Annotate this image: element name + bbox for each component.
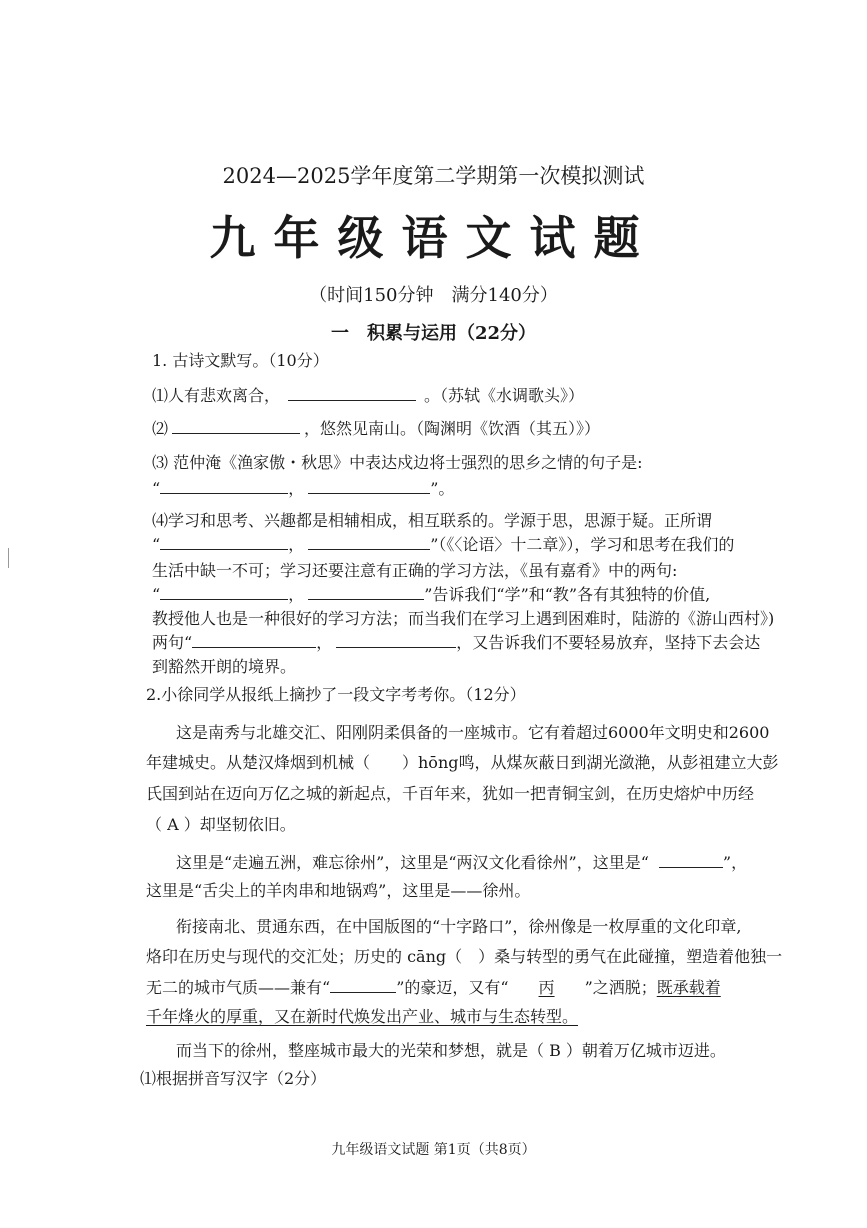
- q2-heading: 2.小徐同学从报纸上摘抄了一段文字考考你。（12分）: [146, 685, 526, 704]
- q1-line-3: ⑶ 范仲淹《渔家傲・秋思》中表达戍边将士强烈的思乡之情的句子是:: [152, 453, 643, 472]
- scan-mark: [8, 548, 13, 568]
- exam-subtitle: 2024—2025学年度第二学期第一次模拟测试: [222, 164, 645, 188]
- section-heading: 一 积累与运用（22分）: [330, 323, 537, 344]
- q1-line-10: [152, 632, 760, 654]
- q1-line-4: [152, 478, 454, 500]
- answer-blank[interactable]: [336, 632, 456, 648]
- q2-text: 这里是“走遍五洲，难忘徐州”，这里是“两汉文化看徐州”，这里是“: [176, 853, 649, 872]
- answer-blank[interactable]: [288, 385, 416, 401]
- q1-text: 两句“: [152, 633, 193, 652]
- q1-text: 。（苏轼《水调歌头》）: [424, 386, 585, 405]
- q1-line-1: [152, 385, 584, 407]
- q2-subquestion-1: ⑴根据拼音写汉字（2分）: [140, 1069, 327, 1088]
- q2-passage-line: 这是南秀与北雄交汇、阳刚阴柔俱备的一座城市。它有着超过6000年文明史和2600: [176, 723, 770, 742]
- q1-text: ，: [316, 633, 333, 652]
- q1-line-7: 生活中缺一不可；学习还要注意有正确的学习方法，《虽有嘉肴》中的两句:: [152, 561, 678, 580]
- q2-passage-line: 而当下的徐州，整座城市最大的光荣和梦想，就是（ B ）朝着万亿城市迈进。: [176, 1041, 726, 1060]
- q2-passage-line: （ A ）却坚韧依旧。: [146, 815, 296, 834]
- q1-line-9: 教授他人也是一种很好的学习方法；而当我们在学习上遇到困难时，陆游的《游山西村》): [152, 609, 775, 628]
- q1-line-2: [152, 418, 600, 440]
- q2-text: ”的豪迈，又有“: [396, 978, 509, 997]
- q1-text: ，又告诉我们不要轻易放弃，坚持下去会达: [456, 633, 761, 652]
- q2-passage-line: 衔接南北、贯通东西，在中国版图的“十字路口”，徐州像是一枚厚重的文化印章,: [176, 917, 742, 936]
- q1-text: ⑵: [152, 419, 169, 438]
- q1-text: ，: [288, 535, 305, 554]
- answer-blank[interactable]: [659, 852, 723, 868]
- underlined-sentence: 既承载着: [656, 978, 721, 997]
- q2-passage-line: 氏国到站在迈向万亿之城的新起点，千百年来，犹如一把青铜宝剑，在历史熔炉中历经: [146, 784, 755, 803]
- q1-line-6: [152, 534, 734, 556]
- exam-time-score: （时间150分钟 满分140分）: [309, 285, 558, 306]
- q2-passage-line: 烙印在历史与现代的交汇处；历史的 cāng（ ）桑与转型的勇气在此碰撞，塑造着他独一: [146, 947, 783, 966]
- q2-text: ”之洒脱；: [584, 978, 657, 997]
- answer-blank[interactable]: [308, 584, 424, 600]
- q1-line-11: 到豁然开朗的境界。: [152, 657, 297, 676]
- answer-blank[interactable]: [172, 418, 300, 434]
- q1-text: ”。: [430, 479, 455, 498]
- q2-text: 无二的城市气质——兼有“: [146, 978, 331, 997]
- answer-blank[interactable]: [160, 534, 288, 550]
- q2-passage-line: 年建城史。从楚汉烽烟到机械（ ）hōng鸣，从煤灰蔽日到湖光潋滟，从彭祖建立大彭: [146, 753, 779, 772]
- q1-text: ，: [288, 585, 305, 604]
- answer-blank[interactable]: [192, 632, 316, 648]
- q1-text: ，: [288, 479, 305, 498]
- q2-passage-line: [176, 852, 747, 874]
- q1-text: ，悠然见南山。（陶渊明《饮酒（其五）》）: [304, 419, 601, 438]
- q1-text: ”（《〈论语〉十二章》），学习和思考在我们的: [430, 535, 735, 554]
- answer-blank[interactable]: [330, 977, 396, 993]
- q1-line-8: [152, 584, 710, 606]
- exam-title: 九年级语文试题: [209, 211, 658, 265]
- q2-text: ”，: [722, 853, 748, 872]
- q1-text: “: [152, 585, 161, 604]
- q2-passage-line: 这里是“舌尖上的羊肉串和地锅鸡”，这里是——徐州。: [146, 881, 531, 900]
- answer-blank[interactable]: [160, 584, 288, 600]
- answer-blank[interactable]: [308, 534, 430, 550]
- q2-passage-line: [146, 977, 721, 999]
- q1-text: ⑴人有悲欢离合，: [152, 386, 281, 405]
- q1-text: “: [152, 535, 161, 554]
- answer-blank[interactable]: [160, 478, 288, 494]
- q1-text: “: [152, 479, 161, 498]
- q1-text: ”告诉我们“学”和“教”各有其独特的价值,: [424, 585, 711, 604]
- blank-bing: 丙: [538, 978, 555, 997]
- underlined-sentence: 千年烽火的厚重，又在新时代焕发出产业、城市与生态转型。: [146, 1007, 579, 1026]
- q1-line-5: ⑷学习和思考、兴趣都是相辅相成，相互联系的。学源于思，思源于疑。正所谓: [152, 511, 713, 530]
- q1-heading: 1. 古诗文默写。（10分）: [152, 351, 329, 370]
- page-footer: 九年级语文试题 第1页（共8页）: [331, 1142, 536, 1158]
- answer-blank[interactable]: [308, 478, 430, 494]
